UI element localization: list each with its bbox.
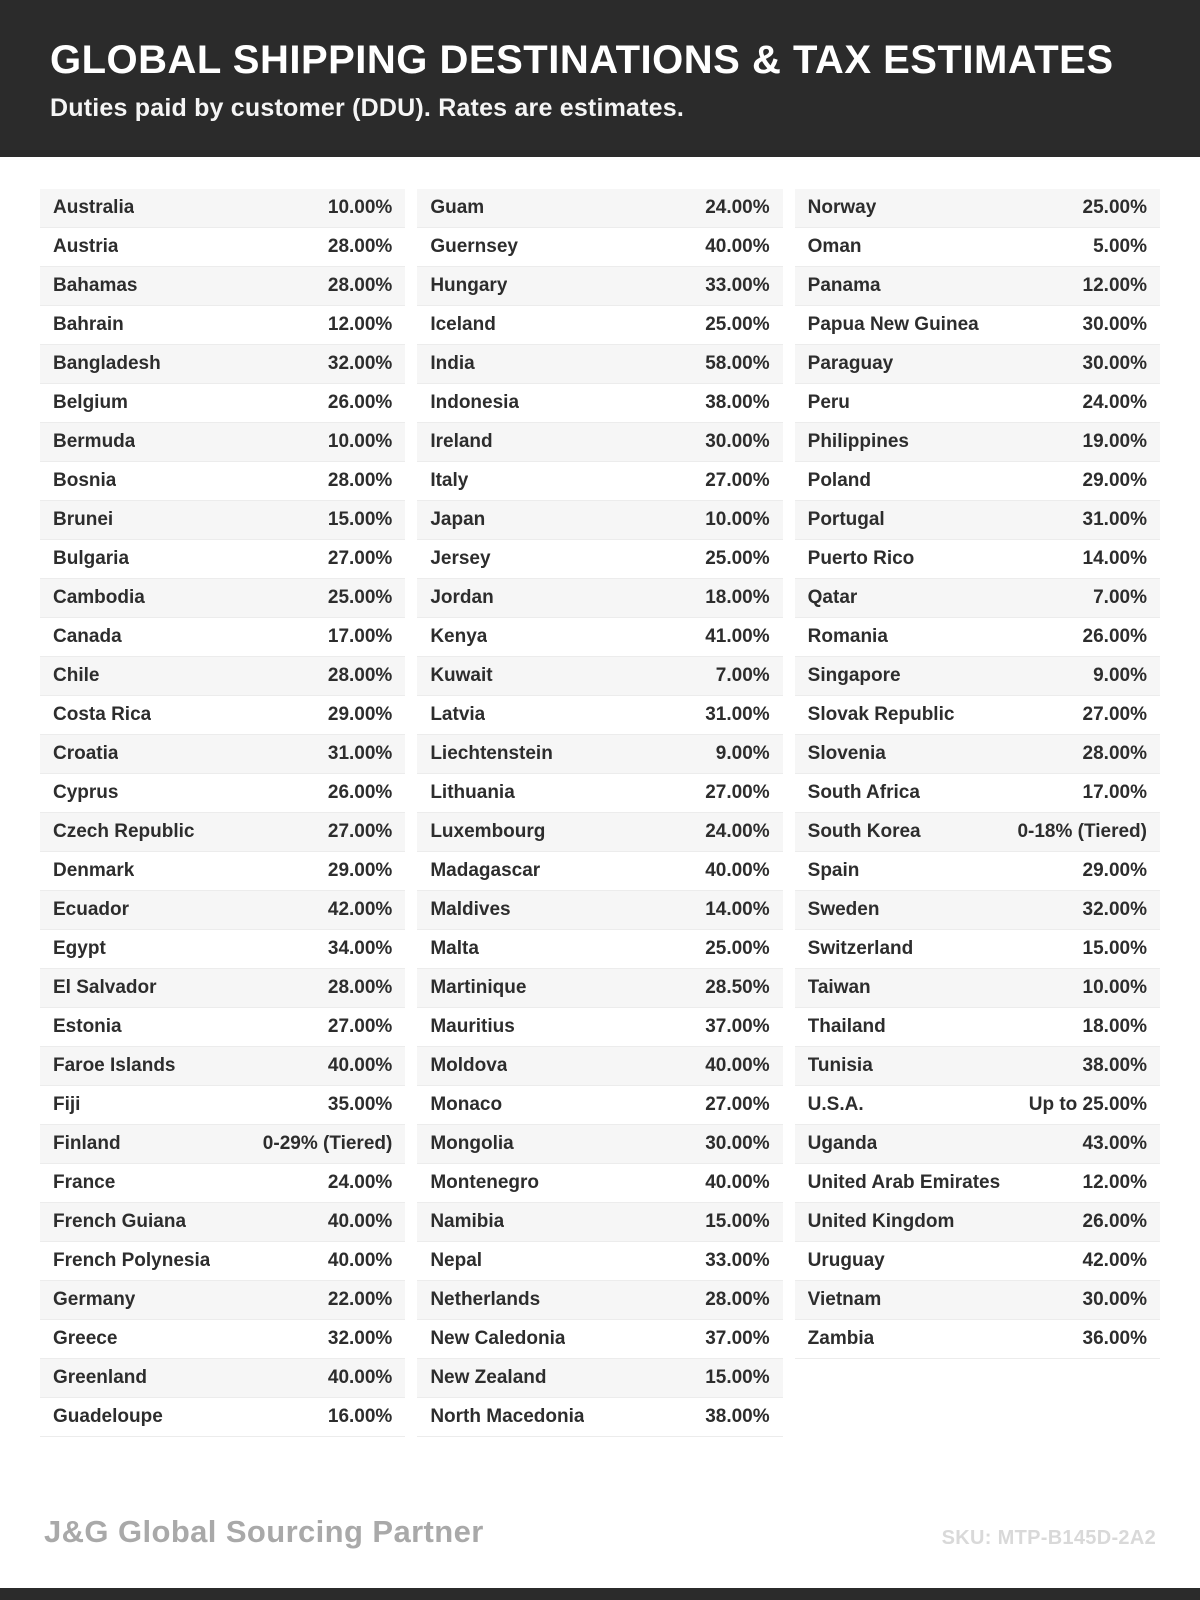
tax-rate: 40.00% (327, 1055, 393, 1076)
table-row (795, 1203, 1160, 1242)
tax-rate: 18.00% (705, 587, 770, 608)
country-name: Bulgaria (53, 548, 130, 569)
tax-rate: 27.00% (705, 782, 770, 803)
country-name: Uruguay (807, 1250, 885, 1271)
country-name: Costa Rica (53, 704, 152, 725)
table-row (795, 891, 1160, 930)
tax-rate: 40.00% (327, 1367, 393, 1388)
country-name: Bahrain (53, 314, 124, 335)
tax-rate: 40.00% (327, 1211, 393, 1232)
country-name: Paraguay (807, 353, 894, 374)
table-row (417, 1320, 782, 1359)
tax-rate: 9.00% (715, 743, 770, 764)
tax-rate: 17.00% (1082, 782, 1147, 803)
country-name: Japan (430, 509, 486, 530)
country-name: Tunisia (807, 1055, 873, 1076)
table-row (40, 1242, 405, 1281)
table-row (417, 774, 782, 813)
country-name: Finland (53, 1133, 121, 1154)
table-row (795, 930, 1160, 969)
table-row (795, 540, 1160, 579)
country-name: Fiji (53, 1094, 81, 1115)
table-row (40, 1047, 405, 1086)
tax-rate: 27.00% (705, 470, 770, 491)
country-name: Kuwait (430, 665, 493, 686)
tax-rate: 34.00% (327, 938, 393, 959)
table-row (417, 1047, 782, 1086)
tax-rate: 30.00% (705, 431, 770, 452)
table-row (795, 696, 1160, 735)
table-row (40, 969, 405, 1008)
table-row (795, 735, 1160, 774)
table-row (417, 1086, 782, 1125)
table-row (795, 1125, 1160, 1164)
table-row (40, 1164, 405, 1203)
tax-rate: 25.00% (705, 938, 770, 959)
table-row (795, 657, 1160, 696)
country-name: Jordan (430, 587, 494, 608)
tax-rate: 26.00% (1082, 1211, 1147, 1232)
table-row (417, 1242, 782, 1281)
tax-rate: 26.00% (327, 392, 393, 413)
table-row (40, 501, 405, 540)
country-name: Jersey (430, 548, 491, 569)
table-row (40, 540, 405, 579)
table-row (40, 774, 405, 813)
country-name: Indonesia (430, 392, 520, 413)
tax-rate: 0-18% (Tiered) (1017, 821, 1147, 842)
tax-rate: 31.00% (1082, 509, 1147, 530)
tax-rate: 30.00% (705, 1133, 770, 1154)
tax-rate: 25.00% (705, 548, 770, 569)
country-name: Maldives (430, 899, 511, 920)
tax-rate: 12.00% (1082, 1172, 1147, 1193)
tax-rate: 24.00% (1082, 392, 1147, 413)
tax-rate: 37.00% (705, 1016, 770, 1037)
page-header (0, 0, 1200, 157)
country-name: United Kingdom (807, 1211, 955, 1232)
country-name: Uganda (807, 1133, 878, 1154)
country-name: Ireland (430, 431, 493, 452)
table-row (795, 1281, 1160, 1320)
tax-rate: 25.00% (327, 587, 393, 608)
tax-rate: 28.00% (327, 275, 393, 296)
country-name: Kenya (430, 626, 488, 647)
country-name: Canada (53, 626, 122, 647)
country-name: Netherlands (430, 1289, 541, 1310)
country-name: South Africa (807, 782, 920, 803)
country-name: Luxembourg (430, 821, 546, 842)
country-name: Latvia (430, 704, 486, 725)
table-row (795, 1320, 1160, 1359)
tax-rate: 58.00% (705, 353, 770, 374)
country-name: New Zealand (430, 1367, 547, 1388)
tax-rate: 30.00% (1082, 353, 1147, 374)
country-name: Vietnam (807, 1289, 882, 1310)
country-name: Panama (807, 275, 881, 296)
rate-column-2 (417, 189, 782, 1437)
table-row (417, 1008, 782, 1047)
tax-rate: 30.00% (1082, 1289, 1147, 1310)
tax-rate: 36.00% (1082, 1328, 1147, 1349)
table-row (417, 189, 782, 228)
country-name: United Arab Emirates (807, 1172, 1001, 1193)
country-name: Italy (430, 470, 469, 491)
table-row (40, 189, 405, 228)
country-name: Denmark (53, 860, 135, 881)
country-name: Bangladesh (53, 353, 161, 374)
table-row (795, 384, 1160, 423)
country-name: Oman (807, 236, 862, 257)
table-row (417, 345, 782, 384)
tax-rate: 40.00% (705, 236, 770, 257)
tax-rate: 28.00% (327, 977, 393, 998)
country-name: Madagascar (430, 860, 541, 881)
table-row (795, 501, 1160, 540)
country-name: South Korea (807, 821, 921, 842)
table-row (417, 306, 782, 345)
tax-rate: 7.00% (1093, 587, 1147, 608)
table-row (40, 1125, 405, 1164)
table-row (40, 1359, 405, 1398)
country-name: Martinique (430, 977, 527, 998)
country-name: Philippines (807, 431, 910, 452)
country-name: Monaco (430, 1094, 503, 1115)
country-name: Chile (53, 665, 100, 686)
tax-rate: 28.00% (705, 1289, 770, 1310)
table-row (417, 423, 782, 462)
table-row (417, 1281, 782, 1320)
page-subtitle: Duties paid by customer (DDU). Rates are estimates. (50, 94, 685, 122)
table-row (40, 306, 405, 345)
table-row (795, 852, 1160, 891)
table-row (40, 1320, 405, 1359)
table-row (417, 813, 782, 852)
country-name: Nepal (430, 1250, 483, 1271)
tax-rate: 41.00% (705, 626, 770, 647)
table-row (417, 891, 782, 930)
table-row (795, 462, 1160, 501)
table-row (40, 930, 405, 969)
table-row (40, 1398, 405, 1437)
tax-rate: 33.00% (705, 1250, 770, 1271)
country-name: Guam (430, 197, 485, 218)
tax-rate: 7.00% (715, 665, 770, 686)
tax-rate: 25.00% (1082, 197, 1147, 218)
table-row (417, 969, 782, 1008)
table-row (417, 267, 782, 306)
table-row (795, 969, 1160, 1008)
country-name: Hungary (430, 275, 508, 296)
country-name: Thailand (807, 1016, 886, 1037)
tax-rate: 24.00% (705, 821, 770, 842)
country-name: Puerto Rico (807, 548, 915, 569)
tax-rate: 10.00% (327, 197, 393, 218)
country-name: Mauritius (430, 1016, 515, 1037)
country-name: Belgium (53, 392, 128, 413)
table-row (40, 462, 405, 501)
tax-rate: 0-29% (Tiered) (262, 1133, 393, 1154)
page-footer (0, 1514, 1200, 1588)
tax-rate: 38.00% (705, 1406, 770, 1427)
table-row (795, 774, 1160, 813)
country-name: Estonia (53, 1016, 122, 1037)
country-name: Moldova (430, 1055, 508, 1076)
table-row (417, 735, 782, 774)
country-name: Cambodia (53, 587, 145, 608)
table-row (795, 306, 1160, 345)
country-name: Peru (807, 392, 850, 413)
tax-rate: 19.00% (1082, 431, 1147, 452)
table-row (417, 1164, 782, 1203)
table-row (795, 1242, 1160, 1281)
country-name: Greenland (53, 1367, 147, 1388)
country-name: Australia (53, 197, 135, 218)
tax-rate: 10.00% (705, 509, 770, 530)
country-name: Guernsey (430, 236, 518, 257)
tax-rate: 35.00% (327, 1094, 393, 1115)
tax-rate: 17.00% (327, 626, 393, 647)
country-name: Bosnia (53, 470, 117, 491)
country-name: Croatia (53, 743, 119, 764)
country-name: Sweden (807, 899, 880, 920)
table-row (40, 228, 405, 267)
brand-name: J&G Global Sourcing Partner (44, 1514, 484, 1549)
tax-rate: 5.00% (1093, 236, 1147, 257)
table-row (40, 891, 405, 930)
tax-rate: 40.00% (705, 1172, 770, 1193)
tax-rate: 26.00% (327, 782, 393, 803)
table-row (40, 1086, 405, 1125)
country-name: Spain (807, 860, 860, 881)
tax-rate: 38.00% (1082, 1055, 1147, 1076)
country-name: Egypt (53, 938, 106, 959)
tax-rate: 38.00% (705, 392, 770, 413)
country-name: Portugal (807, 509, 885, 530)
table-row (40, 384, 405, 423)
country-name: Austria (53, 236, 119, 257)
country-name: Papua New Guinea (807, 314, 979, 335)
table-row (417, 228, 782, 267)
table-row (40, 1203, 405, 1242)
country-name: Malta (430, 938, 479, 959)
table-row (795, 1047, 1160, 1086)
table-row (40, 1008, 405, 1047)
table-row (795, 618, 1160, 657)
tax-rate: 28.00% (327, 665, 393, 686)
tax-rate: 29.00% (1082, 470, 1147, 491)
table-row (795, 267, 1160, 306)
country-name: U.S.A. (807, 1094, 864, 1115)
table-row (795, 1086, 1160, 1125)
tax-rate: 10.00% (327, 431, 393, 452)
table-row (417, 1203, 782, 1242)
tax-rate: 12.00% (1082, 275, 1147, 296)
country-name: El Salvador (53, 977, 157, 998)
country-name: New Caledonia (430, 1328, 566, 1349)
tax-rate: 26.00% (1082, 626, 1147, 647)
tax-rate: 32.00% (327, 1328, 393, 1349)
table-row (40, 735, 405, 774)
tax-rate: 12.00% (327, 314, 393, 335)
tax-rate: 25.00% (705, 314, 770, 335)
table-row (40, 1281, 405, 1320)
country-name: Ecuador (53, 899, 130, 920)
tax-rate: 27.00% (327, 821, 393, 842)
tax-rate: 27.00% (705, 1094, 770, 1115)
country-name: French Polynesia (53, 1250, 211, 1271)
tax-rate: 43.00% (1082, 1133, 1147, 1154)
tax-rate: 29.00% (1082, 860, 1147, 881)
country-name: Iceland (430, 314, 496, 335)
table-row (40, 579, 405, 618)
tax-rate: 24.00% (705, 197, 770, 218)
tax-rate: 37.00% (705, 1328, 770, 1349)
table-row (417, 618, 782, 657)
country-name: Romania (807, 626, 888, 647)
table-row (417, 1359, 782, 1398)
table-row (40, 618, 405, 657)
country-name: Taiwan (807, 977, 871, 998)
country-name: Czech Republic (53, 821, 195, 842)
table-row (40, 696, 405, 735)
tax-rate: 14.00% (705, 899, 770, 920)
table-row (795, 345, 1160, 384)
rate-column-1 (40, 189, 405, 1437)
table-row (40, 267, 405, 306)
table-row (795, 189, 1160, 228)
tax-rate: 40.00% (705, 1055, 770, 1076)
country-name: Lithuania (430, 782, 515, 803)
country-name: Zambia (807, 1328, 875, 1349)
tax-rate: 24.00% (327, 1172, 393, 1193)
tax-rate: 32.00% (327, 353, 393, 374)
country-name: Switzerland (807, 938, 914, 959)
tax-rate: 40.00% (327, 1250, 393, 1271)
table-row (40, 423, 405, 462)
tax-rate: 16.00% (327, 1406, 393, 1427)
country-name: Slovenia (807, 743, 886, 764)
country-name: Bermuda (53, 431, 136, 452)
tax-rate: 15.00% (705, 1211, 770, 1232)
tax-rate: 15.00% (705, 1367, 770, 1388)
country-name: Mongolia (430, 1133, 514, 1154)
tax-rate: 42.00% (1082, 1250, 1147, 1271)
country-name: Bahamas (53, 275, 138, 296)
country-name: Qatar (807, 587, 858, 608)
sku-label: SKU: MTP-B145D-2A2 (941, 1527, 1156, 1549)
tax-rate: 9.00% (1093, 665, 1147, 686)
table-row (795, 1164, 1160, 1203)
tax-rate: 27.00% (327, 1016, 393, 1037)
tax-rate: 27.00% (1082, 704, 1147, 725)
table-row (40, 657, 405, 696)
tax-rate: 28.00% (327, 236, 393, 257)
table-row (795, 1008, 1160, 1047)
tax-rate: 33.00% (705, 275, 770, 296)
page-title: GLOBAL SHIPPING DESTINATIONS & TAX ESTIMATES (50, 38, 1114, 82)
table-row (417, 1398, 782, 1437)
table-row (417, 1125, 782, 1164)
country-name: Slovak Republic (807, 704, 955, 725)
tax-rate: 32.00% (1082, 899, 1147, 920)
tax-rate: 27.00% (327, 548, 393, 569)
country-name: French Guiana (53, 1211, 187, 1232)
table-row (417, 384, 782, 423)
country-name: Poland (807, 470, 871, 491)
footer-bar (0, 1588, 1200, 1600)
tax-rate: 15.00% (327, 509, 393, 530)
tax-rate: 31.00% (705, 704, 770, 725)
country-name: Cyprus (53, 782, 119, 803)
table-row (795, 813, 1160, 852)
country-name: Germany (53, 1289, 136, 1310)
rate-column-3 (795, 189, 1160, 1359)
tax-rate: 28.50% (705, 977, 770, 998)
table-row (40, 852, 405, 891)
tax-rate: 14.00% (1082, 548, 1147, 569)
tax-rate: Up to 25.00% (1028, 1094, 1147, 1115)
table-row (40, 813, 405, 852)
country-name: France (53, 1172, 116, 1193)
table-row (795, 228, 1160, 267)
table-row (417, 657, 782, 696)
country-name: Singapore (807, 665, 901, 686)
tax-rate: 30.00% (1082, 314, 1147, 335)
table-row (417, 501, 782, 540)
country-name: Norway (807, 197, 877, 218)
tax-rate: 10.00% (1082, 977, 1147, 998)
table-row (417, 579, 782, 618)
country-name: Faroe Islands (53, 1055, 176, 1076)
table-row (417, 696, 782, 735)
tax-rate: 31.00% (327, 743, 393, 764)
table-row (40, 345, 405, 384)
country-name: North Macedonia (430, 1406, 585, 1427)
tax-rate: 22.00% (327, 1289, 393, 1310)
country-name: Greece (53, 1328, 118, 1349)
country-name: Guadeloupe (53, 1406, 163, 1427)
tax-rate: 15.00% (1082, 938, 1147, 959)
country-name: Montenegro (430, 1172, 540, 1193)
table-row (417, 930, 782, 969)
table-row (417, 540, 782, 579)
tax-rate: 29.00% (327, 704, 393, 725)
country-name: Namibia (430, 1211, 505, 1232)
tax-rate: 18.00% (1082, 1016, 1147, 1037)
table-row (417, 462, 782, 501)
tax-rate: 40.00% (705, 860, 770, 881)
tax-rate: 28.00% (1082, 743, 1147, 764)
country-name: India (430, 353, 475, 374)
tax-rate: 42.00% (327, 899, 393, 920)
tax-rate: 29.00% (327, 860, 393, 881)
country-name: Liechtenstein (430, 743, 553, 764)
table-row (795, 579, 1160, 618)
rates-table (0, 157, 1200, 1514)
table-row (417, 852, 782, 891)
table-row (795, 423, 1160, 462)
tax-rate: 28.00% (327, 470, 393, 491)
country-name: Brunei (53, 509, 114, 530)
